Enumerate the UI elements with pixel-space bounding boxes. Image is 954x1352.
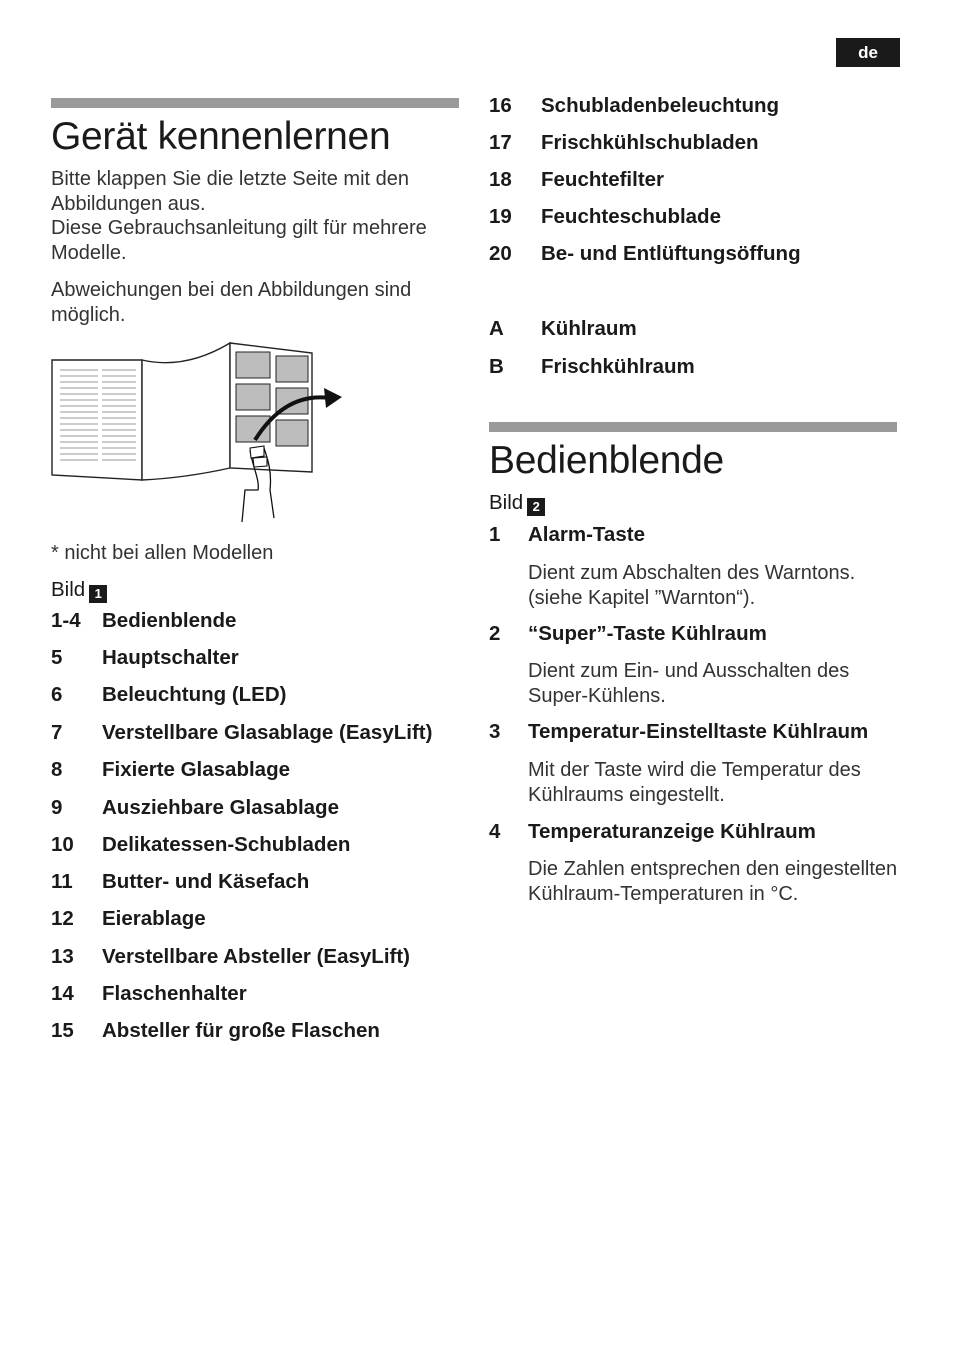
figure-reference-1: Bild 1	[51, 580, 107, 603]
figure-number-badge: 2	[527, 498, 545, 516]
figure-reference-2: Bild 2	[489, 493, 545, 516]
section-title-bedienblende: Bedienblende	[489, 439, 724, 482]
section-rule-left	[51, 98, 459, 108]
figure-number-badge: 1	[89, 585, 107, 603]
language-badge: de	[836, 38, 900, 67]
control-description: Dient zum Abschalten des Warntons. (siehe Kapitel ”Warnton“).	[528, 562, 856, 609]
control-description: Mit der Taste wird die Temperatur des Kühlraums eingestellt.	[528, 759, 861, 806]
footnote: * nicht bei allen Modellen	[51, 542, 274, 564]
section-rule-right	[489, 422, 897, 432]
control-description: Dient zum Ein- und Ausschalten des Super-Kühlens.	[528, 660, 850, 707]
section-title-geraet: Gerät kennenlernen	[51, 115, 391, 158]
control-description: Die Zahlen entsprechen den eingestellten Kühlraum-Temperaturen in °C.	[528, 858, 898, 905]
intro-paragraph-2: Abweichungen bei den Abbildungen sind möglich.	[51, 279, 412, 326]
intro-paragraph-1: Bitte klappen Sie die letzte Seite mit den Abbildungen aus. Diese Gebrauchsanleitung gilt für mehrere Modelle.	[51, 168, 427, 264]
foldout-page-illustration	[50, 340, 345, 525]
